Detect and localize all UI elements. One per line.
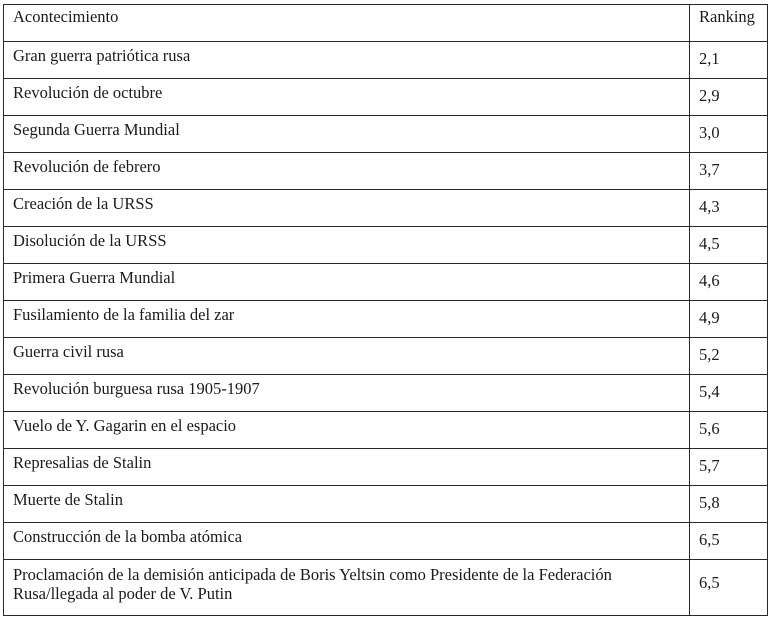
event-cell: Represalias de Stalin xyxy=(4,449,690,486)
table-row xyxy=(4,301,768,338)
table-row xyxy=(4,227,768,264)
table-row xyxy=(4,412,768,449)
event-cell: Revolución burguesa rusa 1905-1907 xyxy=(4,375,690,412)
table-row xyxy=(4,153,768,190)
table-row xyxy=(4,116,768,153)
event-cell: Proclamación de la demisión anticipada de Boris Yeltsin como Presidente de la Federación Rusa/llegada al poder de V. Putin xyxy=(4,560,690,616)
table-row xyxy=(4,449,768,486)
ranking-cell: 5,6 xyxy=(690,412,768,449)
ranking-cell: 2,9 xyxy=(690,79,768,116)
event-cell: Revolución de febrero xyxy=(4,153,690,190)
event-cell: Muerte de Stalin xyxy=(4,486,690,523)
ranking-cell: 5,8 xyxy=(690,486,768,523)
ranking-table-container xyxy=(3,4,768,616)
header-event: Acontecimiento xyxy=(4,5,690,42)
event-cell: Construcción de la bomba atómica xyxy=(4,523,690,560)
event-cell: Primera Guerra Mundial xyxy=(4,264,690,301)
ranking-cell: 3,0 xyxy=(690,116,768,153)
event-cell: Guerra civil rusa xyxy=(4,338,690,375)
ranking-cell: 4,6 xyxy=(690,264,768,301)
ranking-cell: 6,5 xyxy=(690,560,768,616)
event-cell: Creación de la URSS xyxy=(4,190,690,227)
ranking-cell: 2,1 xyxy=(690,42,768,79)
event-cell: Gran guerra patriótica rusa xyxy=(4,42,690,79)
event-cell: Fusilamiento de la familia del zar xyxy=(4,301,690,338)
ranking-cell: 4,9 xyxy=(690,301,768,338)
table-row xyxy=(4,560,768,616)
ranking-cell: 5,7 xyxy=(690,449,768,486)
table-row xyxy=(4,523,768,560)
event-cell: Revolución de octubre xyxy=(4,79,690,116)
ranking-cell: 5,2 xyxy=(690,338,768,375)
event-cell: Vuelo de Y. Gagarin en el espacio xyxy=(4,412,690,449)
table-row xyxy=(4,338,768,375)
table-row xyxy=(4,42,768,79)
table-row xyxy=(4,264,768,301)
header-ranking: Ranking xyxy=(690,5,768,42)
ranking-cell: 6,5 xyxy=(690,523,768,560)
ranking-cell: 4,5 xyxy=(690,227,768,264)
ranking-cell: 3,7 xyxy=(690,153,768,190)
table-body xyxy=(4,42,768,616)
ranking-cell: 5,4 xyxy=(690,375,768,412)
event-cell: Segunda Guerra Mundial xyxy=(4,116,690,153)
table-row xyxy=(4,375,768,412)
table-row xyxy=(4,486,768,523)
table-row xyxy=(4,190,768,227)
event-cell: Disolución de la URSS xyxy=(4,227,690,264)
table-row xyxy=(4,79,768,116)
table-header-row xyxy=(4,5,768,42)
ranking-table xyxy=(3,4,768,616)
ranking-cell: 4,3 xyxy=(690,190,768,227)
